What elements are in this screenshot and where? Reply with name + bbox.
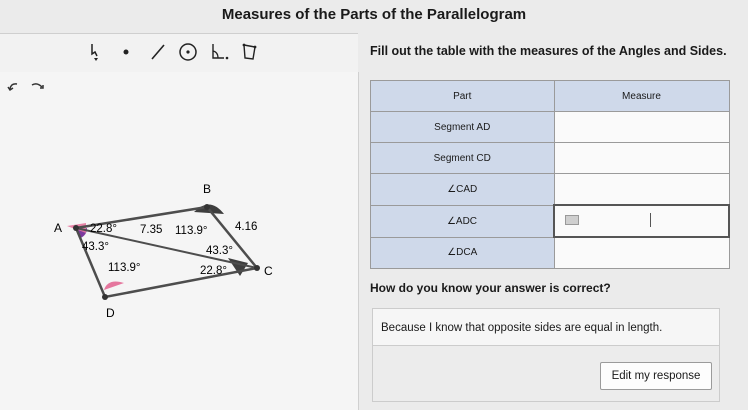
vertex-b-label: B: [203, 182, 212, 196]
angle-d-marker: [104, 282, 124, 290]
vertex-c-label: C: [264, 264, 273, 278]
part-column-header: Part: [371, 81, 555, 112]
table-row: [371, 174, 730, 206]
instructions-text: Fill out the table with the measures of the Angles and Sides.: [370, 44, 727, 58]
angle-b-label: 113.9°: [175, 225, 208, 237]
angle-c-label: 22.8°: [200, 265, 227, 277]
parallelogram-figure: [0, 0, 358, 410]
measure-input-cell[interactable]: [554, 143, 729, 174]
measure-input-cell[interactable]: [554, 237, 729, 269]
part-cell: ∠ADC: [371, 205, 555, 237]
table-row: [371, 143, 730, 174]
vertex-a-point[interactable]: [73, 225, 79, 231]
measure-column-header: Measure: [554, 81, 729, 112]
side-ab-label: 7.35: [140, 224, 163, 236]
table-row: [371, 112, 730, 143]
answer-text: Because I know that opposite sides are equal in length.: [381, 322, 663, 334]
angle-c2-label: 43.3°: [206, 245, 233, 257]
part-cell: Segment AD: [371, 112, 555, 143]
measure-input-cell-active[interactable]: [554, 205, 729, 237]
vertex-d-point[interactable]: [102, 294, 108, 300]
question-text: How do you know your answer is correct?: [370, 281, 611, 295]
part-cell: Segment CD: [371, 143, 555, 174]
text-cursor: [650, 213, 651, 227]
table-header-row: [371, 81, 730, 112]
measure-input-cell[interactable]: [554, 112, 729, 143]
vertex-a-label: A: [54, 221, 63, 235]
keyboard-icon[interactable]: [565, 215, 579, 225]
vertex-b-point[interactable]: [204, 204, 210, 210]
side-bc-label: 4.16: [235, 221, 258, 233]
angle-a-label: 22.8°: [90, 223, 117, 235]
angle-a2-label: 43.3°: [82, 241, 109, 253]
table-row: [371, 205, 730, 237]
vertex-d-label: D: [106, 306, 115, 320]
measures-table: [370, 80, 730, 269]
part-cell: ∠DCA: [371, 237, 555, 269]
page-title: Measures of the Parts of the Parallelogram: [221, 6, 527, 23]
edit-response-button[interactable]: Edit my response: [600, 362, 712, 390]
part-cell: ∠CAD: [371, 174, 555, 206]
table-row: [371, 237, 730, 269]
answer-box: [372, 308, 720, 346]
angle-d-label: 113.9°: [108, 262, 141, 274]
measure-input-cell[interactable]: [554, 174, 729, 206]
vertex-c-point[interactable]: [254, 265, 260, 271]
